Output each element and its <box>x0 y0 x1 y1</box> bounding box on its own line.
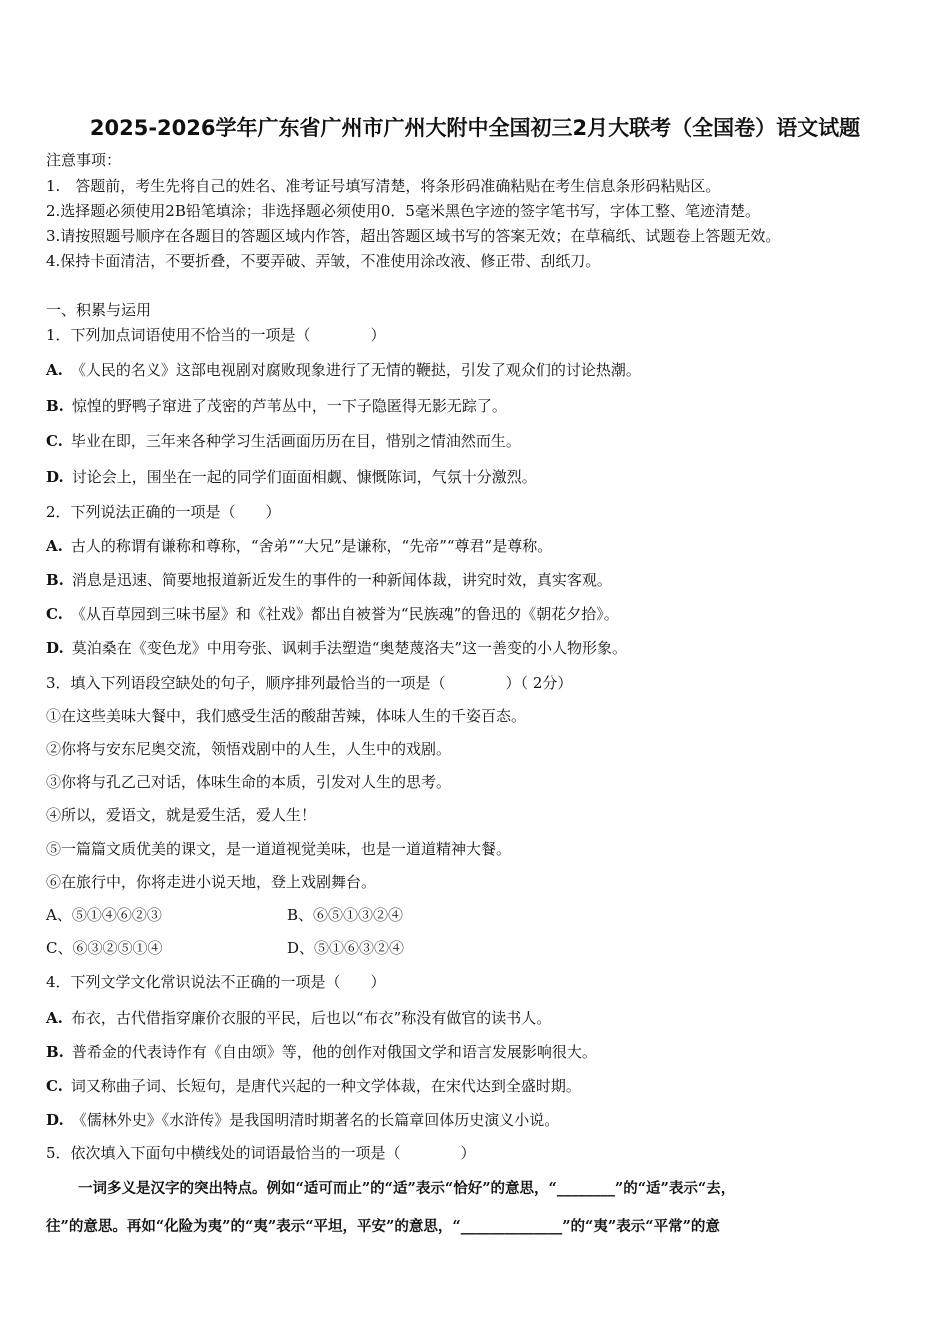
question-stem: 1．下列加点词语使用不恰当的一项是（ ） <box>46 326 386 344</box>
notice-item: 2.选择题必须使用2B铅笔填涂；非选择题必须使用0．5毫米黑色字迹的签字笔书写，字体工整、笔迹清楚。 <box>46 202 760 220</box>
notice-item: 3.请按照题号顺序在各题目的答题区域内作答，超出答题区域书写的答案无效；在草稿纸、试题卷上答题无效。 <box>46 227 781 245</box>
option-key: C. <box>46 1077 63 1095</box>
option-text: 《儒林外史》《水浒传》是我国明清时期著名的长篇章回体历史演义小说。 <box>71 1111 560 1129</box>
page-title: 2025-2026学年广东省广州市广州大附中全国初三2月大联考（全国卷）语文试题 <box>89 116 861 140</box>
option-text: 莫泊桑在《变色龙》中用夸张、讽刺手法塑造“奥楚蔑洛夫”这一善变的小人物形象。 <box>71 639 628 657</box>
sentence-item: ③你将与孔乙己对话，体味生命的本质，引发对人生的思考。 <box>46 773 452 791</box>
option-key: C. <box>46 432 63 450</box>
option-key: C. <box>46 605 63 623</box>
option <box>46 604 619 624</box>
option-text: 《人民的名义》这部电视剧对腐败现象进行了无情的鞭挞，引发了观众们的讨论热潮。 <box>70 361 641 379</box>
passage-line: 一词多义是汉字的突出特点。例如“适可而止”的“适”表示“恰好”的意思，“________”的“适”表示“去， <box>78 1180 736 1197</box>
option-key: B. <box>46 571 64 589</box>
question-stem: 5．依次填入下面句中横线处的词语最恰当的一项是（ ） <box>46 1144 476 1162</box>
option <box>46 570 612 590</box>
choice: B、⑥⑤①③②④ <box>287 906 404 924</box>
option <box>46 467 537 487</box>
sentence-item: ⑤一篇篇文质优美的课文，是一道道视觉美味，也是一道道精神大餐。 <box>46 840 512 858</box>
question-stem: 3．填入下列语段空缺处的句子，顺序排列最恰当的一项是（ ）（ 2分） <box>46 674 573 692</box>
option <box>46 396 507 416</box>
notice-item: 4.保持卡面清洁，不要折叠，不要弄破、弄皱，不准使用涂改液、修正带、刮纸刀。 <box>46 252 601 270</box>
option-text: 毕业在即，三年来各种学习生活画面历历在目，惜别之情油然而生。 <box>70 432 521 450</box>
option-text: 普希金的代表诗作有《自由颂》等，他的创作对俄国文学和语言发展影响很大。 <box>71 1043 597 1061</box>
option <box>46 431 521 451</box>
sentence-item: ①在这些美味大餐中，我们感受生活的酸甜苦辣，体味人生的千姿百态。 <box>46 707 527 725</box>
option-text: 消息是迅速、简要地报道新近发生的事件的一种新闻体裁，讲究时效，真实客观。 <box>71 571 612 589</box>
sentence-item: ②你将与安东尼奥交流，领悟戏剧中的人生，人生中的戏剧。 <box>46 740 452 758</box>
notice-item: 1. 答题前，考生先将自己的姓名、准考证号填写清楚，将条形码准确粘贴在考生信息条形码粘贴区。 <box>46 177 721 195</box>
option <box>46 360 641 380</box>
option-text: 布衣，古代借指穿廉价衣服的平民，后也以“布衣”称没有做官的读书人。 <box>70 1009 552 1027</box>
option-text: 词又称曲子词、长短句，是唐代兴起的一种文学体裁，在宋代达到全盛时期。 <box>70 1077 581 1095</box>
option-text: 惊惶的野鸭子窜进了茂密的芦苇丛中，一下子隐匿得无影无踪了。 <box>71 397 507 415</box>
choice: D、⑤①⑥③②④ <box>287 939 405 957</box>
choice: A、⑤①④⑥②③ <box>46 906 162 924</box>
option <box>46 638 627 658</box>
notice-heading: 注意事项： <box>46 151 122 169</box>
option-key: A. <box>46 1009 63 1027</box>
sentence-item: ⑥在旅行中，你将走进小说天地，登上戏剧舞台。 <box>46 873 377 891</box>
option <box>46 1076 581 1096</box>
question-stem: 4．下列文学文化常识说法不正确的一项是（ ） <box>46 973 386 991</box>
option <box>46 536 552 556</box>
option-text: 《从百草园到三味书屋》和《社戏》都出自被誉为“民族魂”的鲁迅的《朝花夕拾》。 <box>70 605 619 623</box>
option <box>46 1110 559 1130</box>
option <box>46 1008 551 1028</box>
question-stem: 2．下列说法正确的一项是（ ） <box>46 503 281 521</box>
option-key: B. <box>46 1043 64 1061</box>
choice: C、⑥③②⑤①④ <box>46 939 163 957</box>
option-key: B. <box>46 397 64 415</box>
option-text: 讨论会上，围坐在一起的同学们面面相觑、慷慨陈词，气氛十分激烈。 <box>71 468 537 486</box>
option-key: A. <box>46 361 63 379</box>
option-key: A. <box>46 537 63 555</box>
option-text: 古人的称谓有谦称和尊称，“舍弟”“大兄”是谦称，“先帝”“尊君”是尊称。 <box>70 537 553 555</box>
option-key: D. <box>46 639 64 657</box>
option-key: D. <box>46 468 64 486</box>
passage-line: 往”的意思。再如“化险为夷”的“夷”表示“平坦，平安”的意思，“______________”的“夷”表示“平常”的意 <box>46 1218 720 1235</box>
option <box>46 1042 597 1062</box>
sentence-item: ④所以，爱语文，就是爱生活，爱人生！ <box>46 806 317 824</box>
section-heading: 一、积累与运用 <box>46 301 152 319</box>
option-key: D. <box>46 1111 64 1129</box>
